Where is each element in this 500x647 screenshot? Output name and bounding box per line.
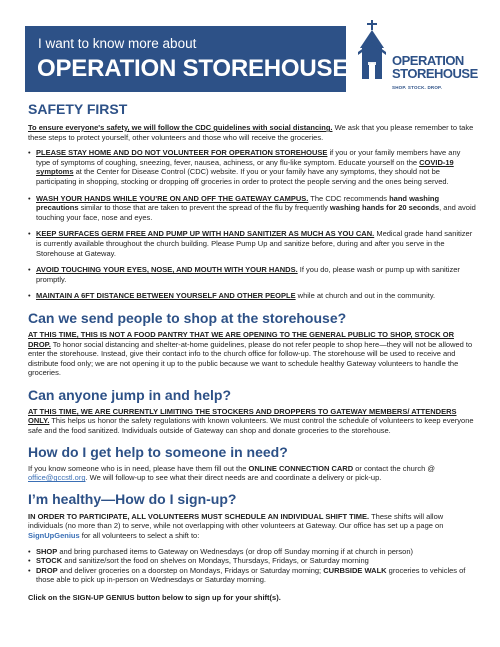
safety-list (28, 148, 476, 301)
help-text-b: or contact the church @ (353, 463, 435, 473)
shift-drop-text: and deliver groceries on a doorstep on Mondays, Fridays or Saturday morning; (57, 565, 324, 575)
safety-item-2-text-b: similar to those that are taken to prevent the spread of the flu by frequently (78, 203, 330, 213)
safety-item-surfaces (28, 229, 476, 258)
safety-item-wash-hands (28, 194, 476, 223)
shift-item-shop (28, 547, 476, 557)
help-text-a: If you know someone who is in need, please have them fill out the (28, 463, 249, 473)
shift-curbside-text: groceries to vehicles of those able to pick up in-person on Wednesdays or Saturday morning. (36, 565, 466, 585)
shift-stock-text: and sanitize/sort the food on shelves on Mondays, Thursdays, Fridays, or Saturday morning (62, 556, 369, 566)
send-paragraph (28, 330, 476, 378)
section-heading-help: How do I get help to someone in need? (28, 443, 288, 460)
safety-item-4-bold: AVOID TOUCHING YOUR EYES, NOSE, AND MOUTH WITH YOUR HANDS. (36, 265, 298, 275)
safety-intro (28, 123, 476, 142)
help-paragraph (28, 464, 476, 483)
shift-item-drop (28, 566, 476, 585)
covid-symptoms-link[interactable]: COVID-19 symptoms (36, 157, 454, 177)
safety-item-2-text-a: The CDC recommends (308, 193, 390, 203)
jump-bold: AT THIS TIME, WE ARE CURRENTLY LIMITING THE STOCKERS AND DROPPERS TO GATEWAY MEMBERS/ ATTENDERS ONLY. (28, 406, 457, 426)
safety-item-1-text-b: at the Center for Disease Control (CDC) website. If you or your family have any symptoms, they should not be participating in shopping, stocking or dropping off groceries in order to protect the people serving and the ones being served. (36, 167, 449, 186)
safety-item-4-text: If you do, please wash or pump up with sanitizer promptly. (36, 265, 460, 284)
section-heading-signup: I’m healthy—How do I sign-up? (28, 490, 237, 507)
signup-text-b: for all volunteers to select a shift to: (79, 531, 200, 541)
signupgenius-link[interactable]: SignUpGenius (28, 531, 80, 541)
safety-item-1-bold: PLEASE STAY HOME AND DO NOT VOLUNTEER FOR OPERATION STOREHOUSE (36, 148, 328, 158)
safety-item-stay-home (28, 148, 476, 186)
section-heading-safety: SAFETY FIRST (28, 101, 128, 117)
send-bold: AT THIS TIME, THIS IS NOT A FOOD PANTRY THAT WE ARE OPENING TO THE GENERAL PUBLIC TO SHOP, STOCK OR DROP. (28, 329, 454, 349)
jump-text: This helps us honor the safety regulations with known volunteers. We must control the schedule of volunteers to keep everyone safe and the food sanitized. Individuals outside of Gateway can shop and donate groceries to the storehouse. (28, 416, 474, 436)
safety-item-5-bold: MAINTAIN A 6FT DISTANCE BETWEEN YOURSELF AND OTHER PEOPLE (36, 291, 296, 301)
safety-item-2-emph-2: washing hands for 20 seconds (329, 203, 440, 213)
document-body (28, 98, 476, 603)
safety-item-2-bold: WASH YOUR HANDS WHILE YOU'RE ON AND OFF THE GATEWAY CAMPUS. (36, 193, 309, 203)
header-banner (25, 26, 349, 92)
safety-item-3-text: Medical grade hand sanitizer is currently available throughout the church building. Please Pump Up and sanitize before, during and after you serve in the Storehouse at Gateway. (36, 229, 473, 258)
section-heading-jump: Can anyone jump in and help? (28, 386, 232, 403)
safety-item-distance (28, 291, 476, 301)
shift-stock-label: STOCK (36, 556, 63, 566)
shift-drop-label: DROP (36, 565, 58, 575)
shift-curbside-label: CURBSIDE WALK (323, 565, 387, 575)
office-email-link[interactable]: office@gccstl.org (28, 473, 86, 483)
shift-shop-text: and bring purchased items to Gateway on Wednesdays (or drop off Sunday morning if at church in person) (57, 546, 414, 556)
signup-closing: Click on the SIGN-UP GENIUS button below to sign up for your shift(s). (28, 593, 281, 602)
safety-intro-rest: We ask that you please remember to take these steps to protect yourself, other volunteers and those who will receive the groceries. (28, 123, 474, 142)
banner-title: OPERATION STOREHOUSE (37, 55, 349, 82)
safety-item-2-text-c: , and avoid touching your face, nose and eyes. (36, 203, 476, 222)
signup-paragraph (28, 512, 476, 541)
safety-item-3-bold: KEEP SURFACES GERM FREE AND PUMP UP WITH HAND SANITIZER AS MUCH AS YOU CAN. (36, 229, 375, 239)
safety-intro-bold: To ensure everyone's safety, we will follow the CDC guidelines with social distancing. (28, 123, 333, 132)
logo-line2: STOREHOUSE (392, 66, 478, 81)
logo-tagline: SHOP. STOCK. DROP. (392, 85, 443, 90)
logo-wordmark (392, 54, 478, 94)
safety-item-2-emph-1: hand washing precautions (36, 193, 440, 213)
safety-item-avoid-touching (28, 265, 476, 284)
banner-pretitle: I want to know more about (38, 36, 197, 51)
signup-text-a: These shifts will allow individuals (no more than 2) to serve, while not overlapping with other volunteers at Gateway. Our office has set up a page on (28, 511, 444, 531)
send-text: To honor social distancing and shelter-at-home guidelines, please do not refer people to shop here—they will not be allowed to enter the storehouse. Instead, give their contact info to the church office for follow-up. The storehouse will be used to receive and distribute food only; we are not opening it up to the public because we want to schedule healthy Gateway volunteers to handle the groceries. (28, 339, 473, 378)
connection-card-label: ONLINE CONNECTION CARD (248, 463, 354, 473)
help-text-c: . We will follow-up to see what their direct needs are and coordinate a delivery or pick-up. (85, 473, 382, 483)
section-heading-send: Can we send people to shop at the storehouse? (28, 309, 347, 326)
signup-bold: IN ORDER TO PARTICIPATE, ALL VOLUNTEERS MUST SCHEDULE AN INDIVIDUAL SHIFT TIME. (28, 511, 370, 521)
safety-item-1-text-a: if you or your family members have any type of symptoms of coughing, sneezing, fever, nausea, achiness, or any flu-like symptom. Educate yourself on the (36, 148, 461, 167)
jump-paragraph (28, 407, 476, 436)
safety-item-5-text: while at church and out in the community. (295, 291, 436, 301)
shift-list (28, 547, 476, 585)
shift-item-stock (28, 556, 476, 566)
shift-shop-label: SHOP (36, 546, 58, 556)
logo-line1: OPERATION (392, 53, 464, 68)
